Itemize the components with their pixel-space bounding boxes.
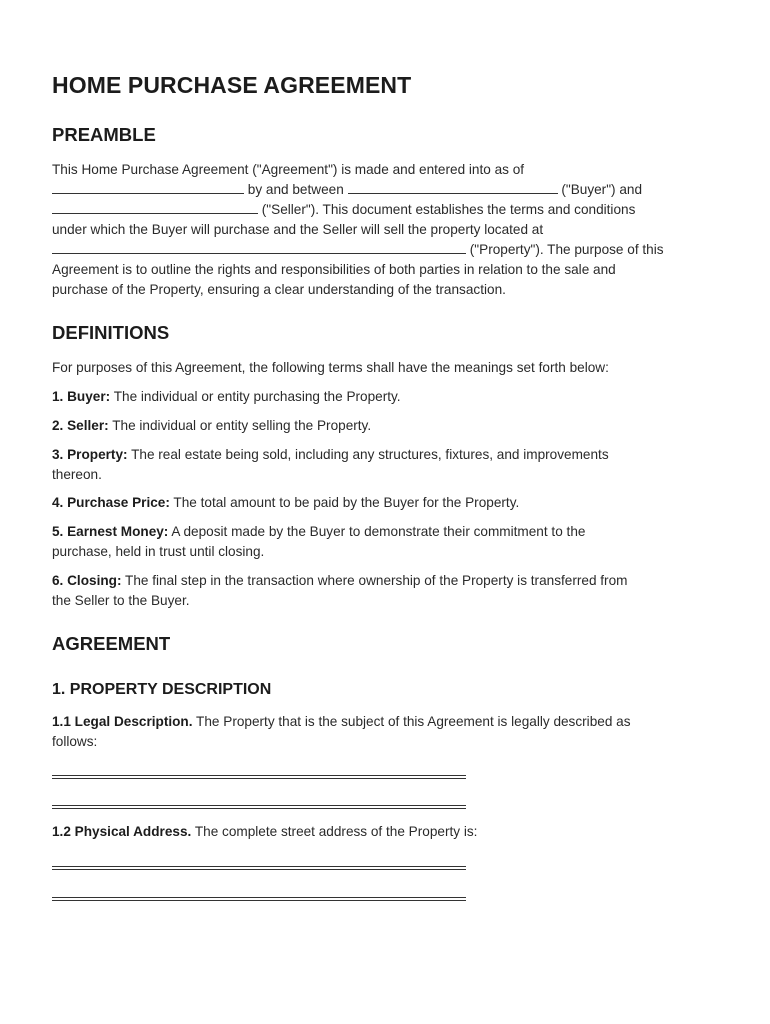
preamble-line-2 bbox=[52, 180, 722, 200]
definition-text-cont: purchase, held in trust until closing. bbox=[52, 544, 265, 559]
definition-text-cont: the Seller to the Buyer. bbox=[52, 593, 190, 608]
definition-term: 2. Seller: bbox=[52, 418, 109, 433]
definition-text-cont: thereon. bbox=[52, 467, 102, 482]
definition-item bbox=[52, 416, 722, 436]
date-blank[interactable] bbox=[52, 180, 244, 194]
definition-term: 1. Buyer: bbox=[52, 389, 111, 404]
legal-description-clause bbox=[52, 712, 722, 752]
preamble-line-5 bbox=[52, 240, 722, 260]
legal-description-blank-2[interactable] bbox=[52, 805, 466, 809]
clause-term: 1.2 Physical Address. bbox=[52, 824, 192, 839]
clause-text: The complete street address of the Property is: bbox=[191, 824, 478, 839]
definition-text: The final step in the transaction where ownership of the Property is transferred from bbox=[121, 573, 628, 588]
definition-term: 5. Earnest Money: bbox=[52, 524, 169, 539]
preamble-line-3-end: ("Seller"). This document establishes the terms and conditions bbox=[261, 202, 636, 217]
definition-text: A deposit made by the Buyer to demonstrate their commitment to the bbox=[168, 524, 586, 539]
definition-term: 3. Property: bbox=[52, 447, 128, 462]
definition-term: 4. Purchase Price: bbox=[52, 495, 170, 510]
clause-text-cont: follows: bbox=[52, 734, 98, 749]
definition-text: The real estate being sold, including any structures, fixtures, and improvements bbox=[127, 447, 609, 462]
buyer-name-blank[interactable] bbox=[348, 180, 558, 194]
section-heading-property-description: 1. PROPERTY DESCRIPTION bbox=[52, 681, 272, 698]
physical-address-blank-2[interactable] bbox=[52, 897, 466, 901]
definition-text: The individual or entity purchasing the Property. bbox=[110, 389, 401, 404]
property-location-blank[interactable] bbox=[52, 240, 466, 254]
definition-item bbox=[52, 493, 722, 513]
agreement-heading: AGREEMENT bbox=[52, 633, 171, 654]
preamble-line-3 bbox=[52, 200, 722, 220]
document-title: HOME PURCHASE AGREEMENT bbox=[52, 72, 412, 98]
physical-address-clause bbox=[52, 822, 722, 842]
definition-text: The individual or entity selling the Property. bbox=[108, 418, 372, 433]
clause-text: The Property that is the subject of this Agreement is legally described as bbox=[192, 714, 631, 729]
preamble-line-1: This Home Purchase Agreement ("Agreement") is made and entered into as of bbox=[52, 162, 525, 177]
legal-description-blank-1[interactable] bbox=[52, 775, 466, 779]
definition-item bbox=[52, 387, 722, 407]
definitions-intro bbox=[52, 358, 722, 378]
definition-text: The total amount to be paid by the Buyer for the Property. bbox=[169, 495, 520, 510]
preamble-line-4: under which the Buyer will purchase and the Seller will sell the property located at bbox=[52, 222, 544, 237]
preamble-line-5-end: ("Property"). The purpose of this bbox=[469, 242, 664, 257]
preamble-paragraph bbox=[52, 160, 722, 300]
preamble-heading: PREAMBLE bbox=[52, 124, 156, 145]
preamble-line-2-end: ("Buyer") and bbox=[561, 182, 643, 197]
definition-item bbox=[52, 571, 722, 611]
definitions-intro-text: For purposes of this Agreement, the following terms shall have the meanings set forth below: bbox=[52, 360, 609, 375]
preamble-line-6: Agreement is to outline the rights and responsibilities of both parties in relation to the sale and bbox=[52, 262, 616, 277]
preamble-line-7: purchase of the Property, ensuring a clear understanding of the transaction. bbox=[52, 282, 506, 297]
clause-term: 1.1 Legal Description. bbox=[52, 714, 193, 729]
physical-address-blank-1[interactable] bbox=[52, 866, 466, 870]
definition-item bbox=[52, 522, 722, 562]
seller-name-blank[interactable] bbox=[52, 200, 258, 214]
preamble-line-2-mid: by and between bbox=[247, 182, 344, 197]
definition-item bbox=[52, 445, 722, 485]
definition-term: 6. Closing: bbox=[52, 573, 122, 588]
definitions-heading: DEFINITIONS bbox=[52, 322, 170, 343]
